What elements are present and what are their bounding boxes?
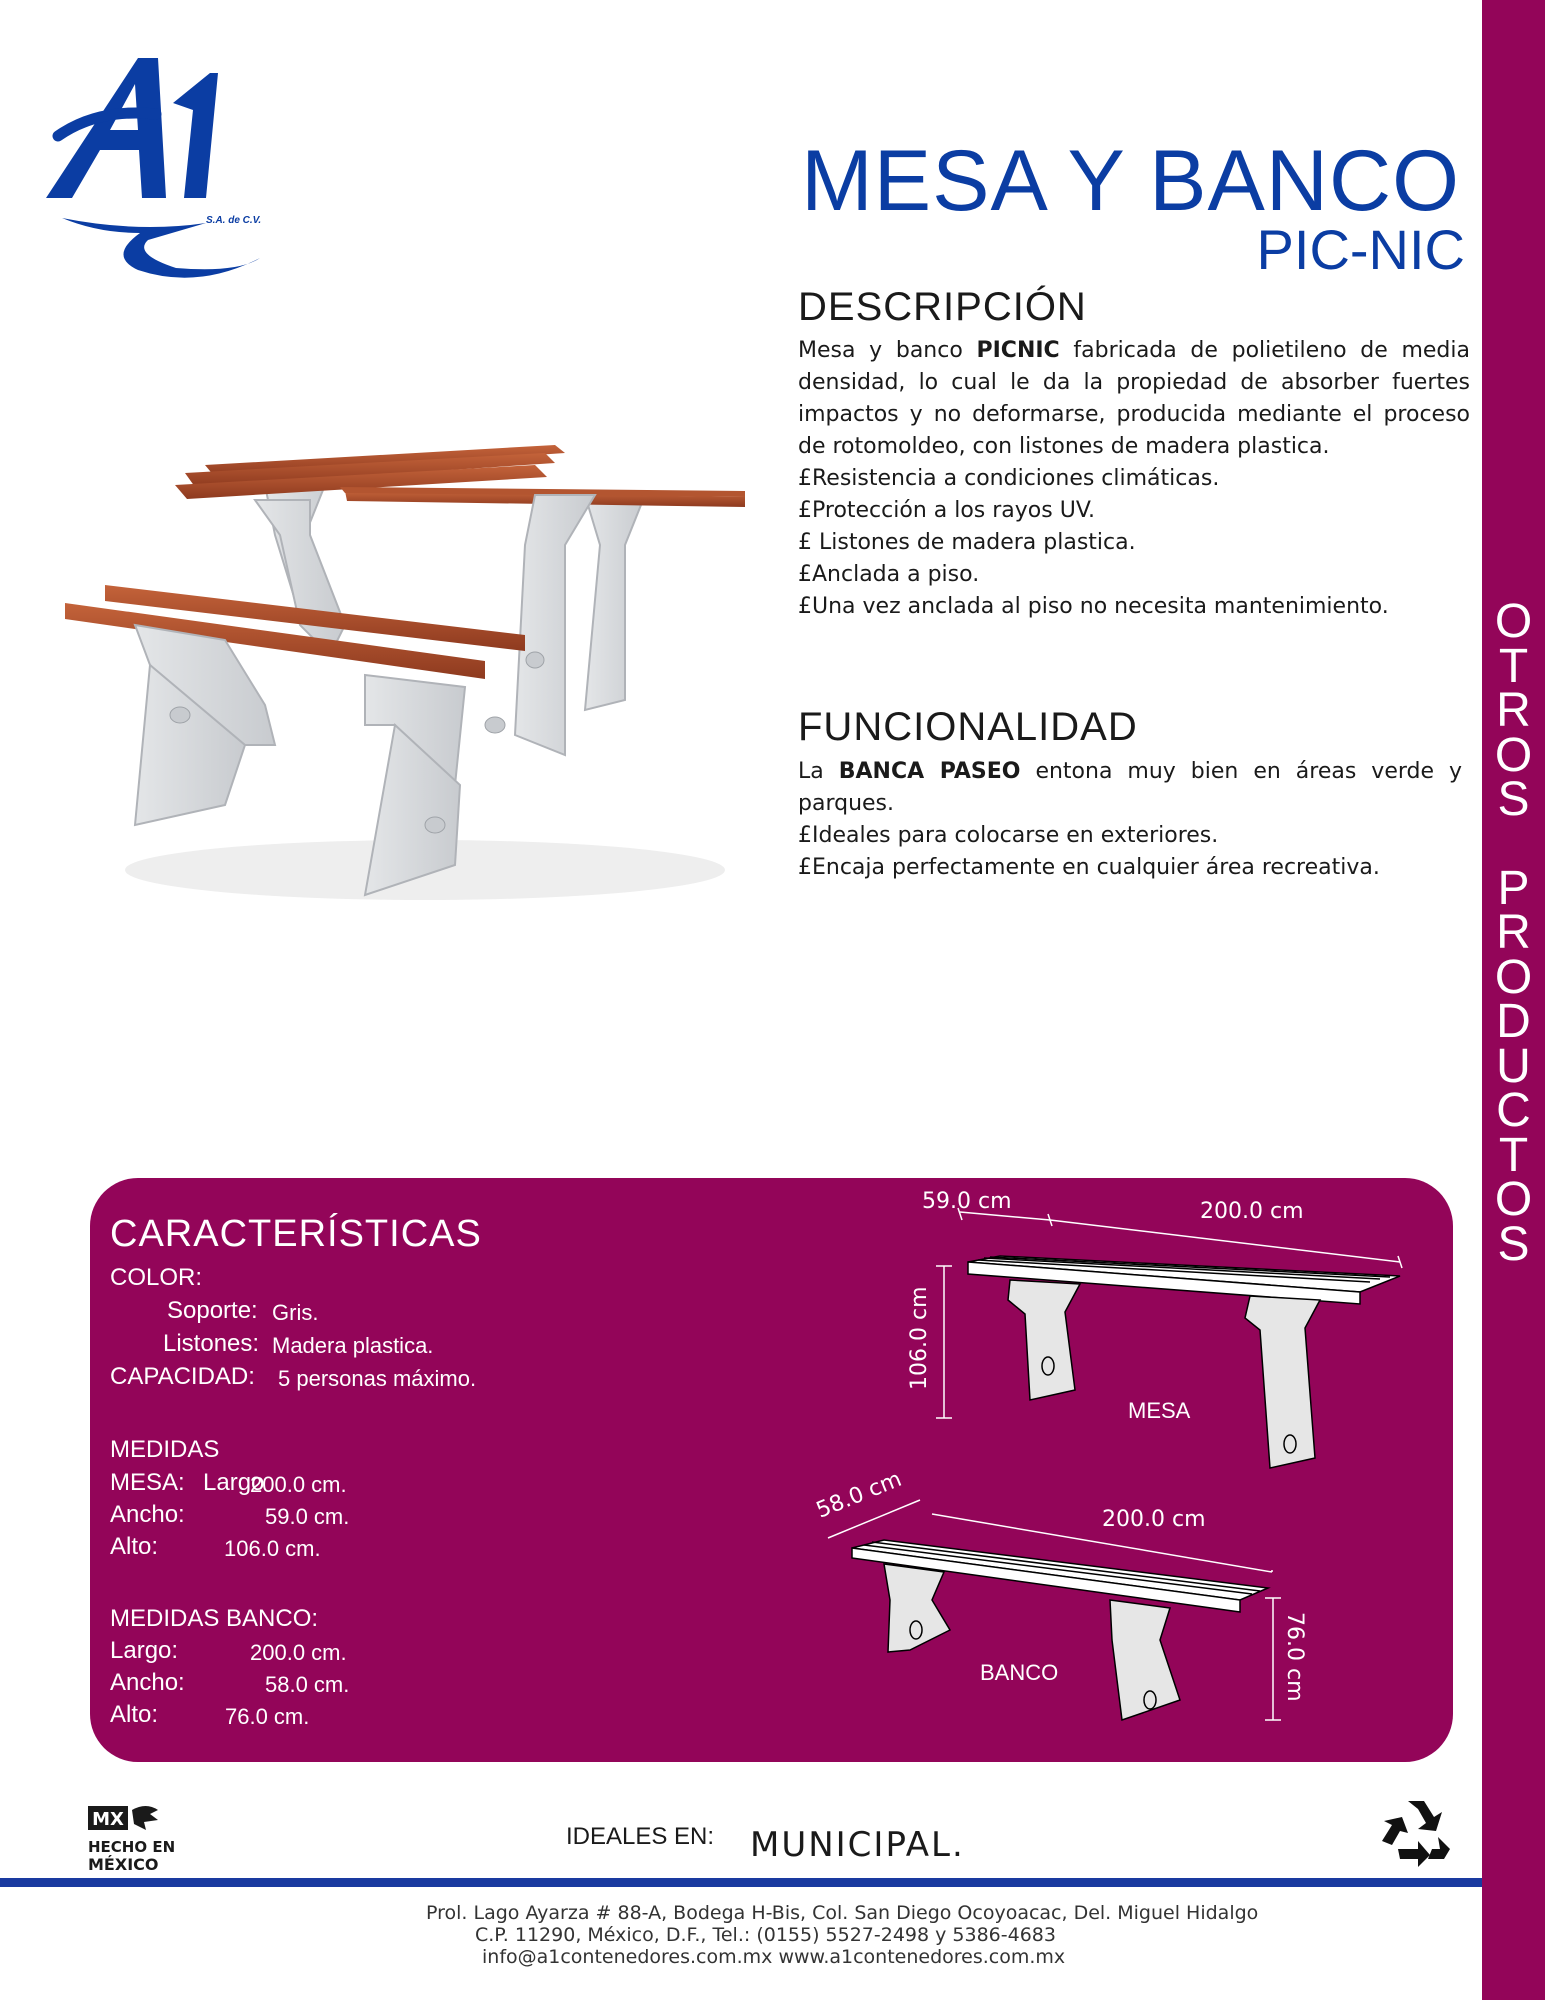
description-bullet: £Protección a los rayos UV. xyxy=(798,498,1096,523)
mesa-ancho-value: 59.0 cm. xyxy=(265,1504,350,1529)
ideales-value: MUNICIPAL. xyxy=(750,1825,965,1865)
banco-ancho-value: 58.0 cm. xyxy=(265,1672,350,1697)
contact-line: info@a1contenedores.com.mx www.a1contenedores.com.mx xyxy=(482,1946,1066,1968)
mesa-alto-label: Alto: xyxy=(110,1533,159,1560)
functionality-block xyxy=(798,756,1462,884)
recycle-icon xyxy=(1378,1797,1454,1869)
footer-divider xyxy=(0,1878,1482,1887)
address-line-2: C.P. 11290, México, D.F., Tel.: (0155) 5527-2498 y 5386-4683 xyxy=(475,1924,1056,1946)
logo-sub-text: S.A. de C.V. xyxy=(206,215,262,226)
banco-alto-label: Alto: xyxy=(110,1701,159,1728)
mesa-largo-label: Largo xyxy=(203,1469,265,1496)
address-line-1: Prol. Lago Ayarza # 88-A, Bodega H-Bis, Col. San Diego Ocoyoacac, Del. Miguel Hidalgo xyxy=(426,1902,1259,1924)
banco-height-dim: 76.0 cm xyxy=(1282,1612,1307,1702)
dimension-diagram xyxy=(812,1180,1440,1760)
svg-text:MX: MX xyxy=(92,1809,124,1830)
mesa-label: MESA: xyxy=(110,1469,185,1496)
mesa-height-dim: 106.0 cm xyxy=(907,1286,932,1390)
mesa-width-dim: 59.0 cm xyxy=(922,1189,1012,1214)
mesa-alto-value: 106.0 cm. xyxy=(224,1536,321,1561)
sidebar-line-otros: OTROS xyxy=(1494,595,1533,826)
color-label: COLOR: xyxy=(110,1264,203,1291)
functionality-heading: FUNCIONALIDAD xyxy=(798,705,1138,749)
functionality-bullet: £Ideales para colocarse en exteriores. xyxy=(798,823,1219,848)
banco-alto-value: 76.0 cm. xyxy=(225,1704,310,1729)
description-block xyxy=(798,335,1470,623)
description-bullet: £Resistencia a condiciones climáticas. xyxy=(798,466,1220,491)
listones-value: Madera plastica. xyxy=(272,1333,434,1358)
sidebar-label xyxy=(1482,595,1545,1271)
functionality-intro: La BANCA PASEO entona muy bien en áreas verde y parques. xyxy=(798,759,1463,816)
mesa-length-dim: 200.0 cm xyxy=(1200,1199,1304,1224)
svg-text:HECHO EN: HECHO EN xyxy=(88,1838,176,1856)
soporte-value: Gris. xyxy=(272,1300,319,1325)
banco-diagram-label: BANCO xyxy=(980,1660,1059,1685)
sidebar-line-productos: PRODUCTOS xyxy=(1494,861,1533,1271)
banco-length-dim: 200.0 cm xyxy=(1102,1507,1206,1532)
capacidad-value: 5 personas máximo. xyxy=(278,1366,477,1391)
description-bullet: £Anclada a piso. xyxy=(798,562,980,587)
medidas-heading: MEDIDAS xyxy=(110,1436,220,1463)
functionality-bullet: £Encaja perfectamente en cualquier área recreativa. xyxy=(798,855,1380,880)
description-intro: Mesa y banco PICNIC fabricada de polietileno de media densidad, lo cual le da la propiedad de absorber fuertes impactos y no deformarse, producida mediante el proceso de rotomoldeo, con listones de madera plastica. xyxy=(798,338,1470,459)
a1-logo xyxy=(38,28,278,290)
listones-label: Listones: xyxy=(163,1330,260,1357)
banco-ancho-label: Ancho: xyxy=(110,1669,185,1696)
mesa-ancho-label: Ancho: xyxy=(110,1501,185,1528)
banco-largo-label: Largo: xyxy=(110,1637,179,1664)
mesa-largo-value: 200.0 cm. xyxy=(250,1472,347,1497)
product-image xyxy=(65,425,745,925)
description-bullet: £ Listones de madera plastica. xyxy=(798,530,1136,555)
ideales-label: IDEALES EN: xyxy=(566,1823,715,1850)
description-bullet: £Una vez anclada al piso no necesita mantenimiento. xyxy=(798,594,1389,619)
hecho-en-mexico-logo xyxy=(86,1800,186,1880)
characteristics-heading: CARACTERÍSTICAS xyxy=(110,1213,482,1255)
page-subtitle: PIC-NIC xyxy=(1256,218,1465,281)
svg-text:MÉXICO: MÉXICO xyxy=(88,1855,159,1874)
banco-heading: MEDIDAS BANCO: xyxy=(110,1605,319,1632)
capacidad-label: CAPACIDAD: xyxy=(110,1363,255,1390)
banco-largo-value: 200.0 cm. xyxy=(250,1640,347,1665)
banco-width-dim: 58.0 cm xyxy=(812,1466,906,1524)
soporte-label: Soporte: xyxy=(167,1297,258,1324)
mesa-diagram-label: MESA xyxy=(1128,1398,1191,1423)
page-title: MESA Y BANCO xyxy=(801,133,1460,229)
description-heading: DESCRIPCIÓN xyxy=(798,285,1087,329)
